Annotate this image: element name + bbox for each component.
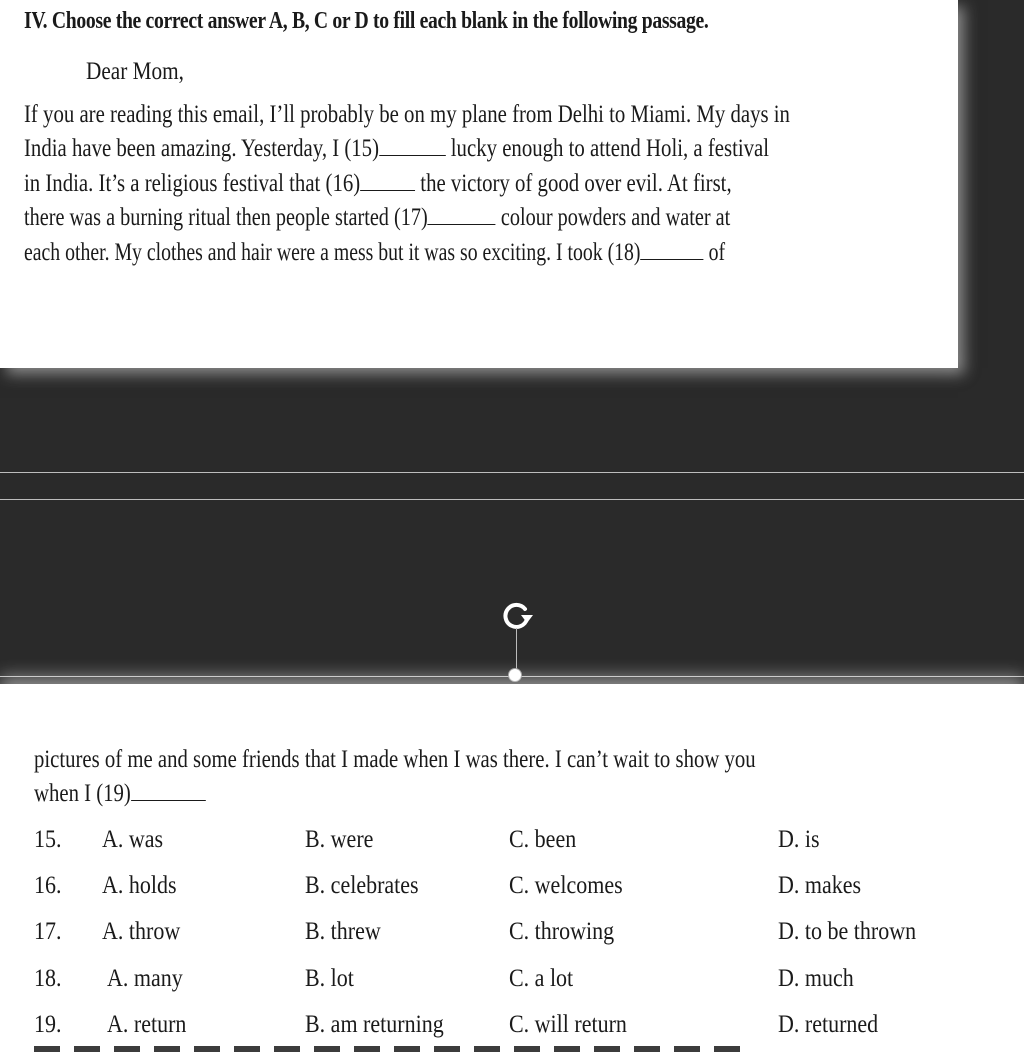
- question-number: 15.: [34, 826, 62, 853]
- option-d[interactable]: D. makes: [778, 872, 862, 899]
- option-a[interactable]: A. many: [107, 965, 183, 992]
- page-gap-line-2: [0, 499, 1024, 500]
- blank-16[interactable]: [360, 170, 415, 191]
- option-a[interactable]: A. throw: [102, 918, 181, 945]
- option-a[interactable]: A. return: [107, 1011, 187, 1038]
- option-b[interactable]: B. threw: [305, 918, 381, 945]
- option-c[interactable]: C. will return: [509, 1011, 627, 1038]
- question-number: 16.: [34, 872, 62, 899]
- option-c[interactable]: C. been: [509, 826, 577, 853]
- passage-line-1: If you are reading this email, I’ll probably be on my plane from Delhi to Miami. My days in: [24, 101, 790, 128]
- document-page-top: [0, 0, 958, 368]
- clipped-next-line: [34, 1046, 754, 1052]
- blank-18[interactable]: [640, 239, 703, 260]
- section-heading: IV. Choose the correct answer A, B, C or D to fill each blank in the following passage.: [24, 8, 709, 34]
- blank-17[interactable]: [428, 204, 496, 225]
- option-b[interactable]: B. am returning: [305, 1011, 444, 1038]
- question-number: 18.: [34, 965, 62, 992]
- passage-continuation-2: when I (19): [34, 780, 206, 808]
- blank-15[interactable]: [379, 135, 446, 156]
- passage-continuation-1: pictures of me and some friends that I made when I was there. I can’t wait to show you: [34, 746, 756, 773]
- option-d[interactable]: D. returned: [778, 1011, 879, 1038]
- resize-handle[interactable]: [508, 668, 522, 682]
- option-a[interactable]: A. holds: [102, 872, 177, 899]
- option-c[interactable]: C. welcomes: [509, 872, 623, 899]
- option-b[interactable]: B. celebrates: [305, 872, 419, 899]
- passage-line-4: there was a burning ritual then people started (17) colour powders and water at: [24, 204, 731, 231]
- question-number: 17.: [34, 918, 62, 945]
- passage-line-5: each other. My clothes and hair were a mess but it was so exciting. I took (18) of: [24, 239, 726, 266]
- option-d[interactable]: D. much: [778, 965, 854, 992]
- page-gap-line-1: [0, 472, 1024, 473]
- rotate-handle-stem: [516, 628, 517, 672]
- question-number: 19.: [34, 1011, 62, 1038]
- passage-line-3: in India. It’s a religious festival that (16) the victory of good over evil. At first,: [24, 170, 732, 197]
- blank-19[interactable]: [131, 780, 206, 801]
- option-c[interactable]: C. throwing: [509, 918, 615, 945]
- salutation: Dear Mom,: [86, 58, 184, 85]
- option-c[interactable]: C. a lot: [509, 965, 574, 992]
- option-d[interactable]: D. to be thrown: [778, 918, 917, 945]
- passage-line-2: India have been amazing. Yesterday, I (15) lucky enough to attend Holi, a festival: [24, 135, 770, 162]
- document-page-bottom: [0, 684, 1024, 1052]
- option-d[interactable]: D. is: [778, 826, 820, 853]
- option-b[interactable]: B. were: [305, 826, 374, 853]
- option-a[interactable]: A. was: [102, 826, 164, 853]
- rotate-icon[interactable]: [497, 595, 537, 635]
- option-b[interactable]: B. lot: [305, 965, 354, 992]
